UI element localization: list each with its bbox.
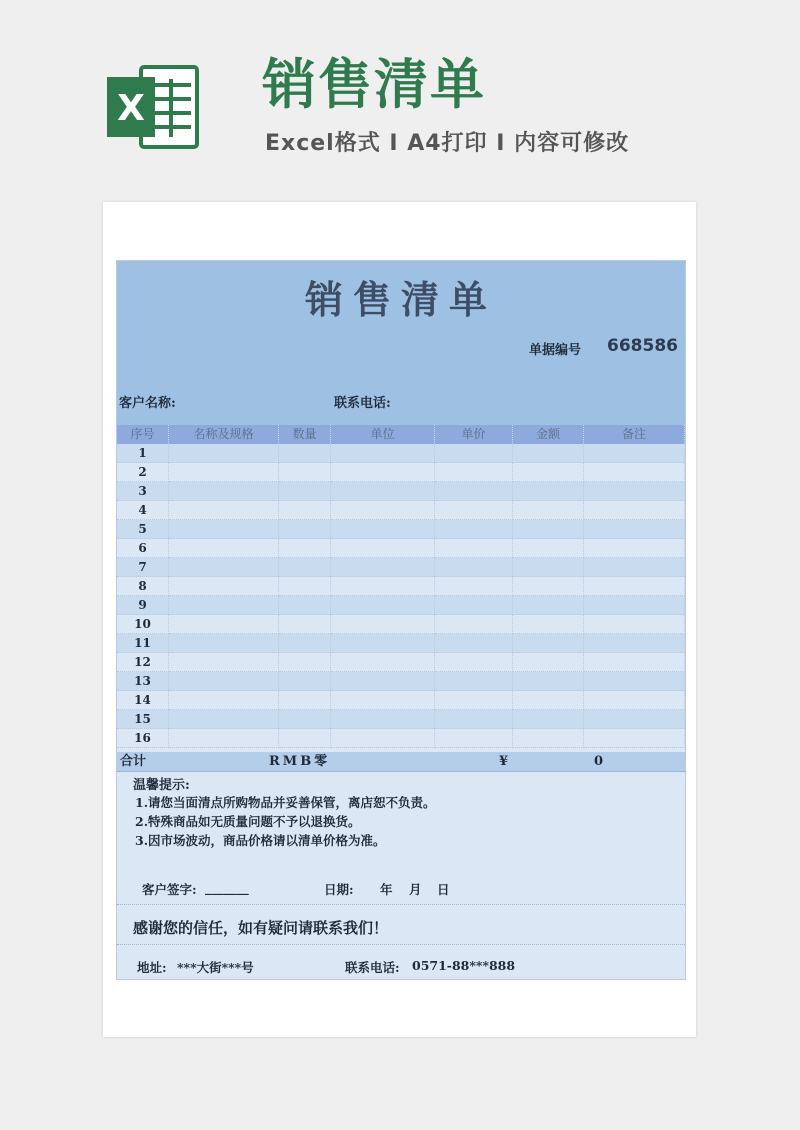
table-cell[interactable] (584, 596, 685, 615)
row-number-cell: 8 (117, 577, 169, 596)
table-cell[interactable] (584, 444, 685, 463)
notes-title: 温馨提示: (133, 778, 190, 793)
table-cell[interactable] (279, 558, 331, 577)
table-row (117, 558, 685, 577)
table-cell[interactable] (513, 463, 584, 482)
header-cell: 单价 (435, 425, 513, 444)
table-cell[interactable] (435, 691, 513, 710)
table-row (117, 710, 685, 729)
table-cell[interactable] (331, 672, 435, 691)
table-cell[interactable] (435, 596, 513, 615)
table-cell[interactable] (279, 463, 331, 482)
table-cell[interactable] (169, 539, 279, 558)
rmb-label: RMB零 (269, 754, 331, 769)
excel-logo-icon (103, 57, 203, 157)
table-cell[interactable] (584, 539, 685, 558)
table-cell[interactable] (513, 729, 584, 748)
table-cell[interactable] (435, 463, 513, 482)
table-cell[interactable] (331, 482, 435, 501)
table-cell[interactable] (584, 634, 685, 653)
table-cell[interactable] (169, 501, 279, 520)
row-number-cell: 5 (117, 520, 169, 539)
address-value: ***大街***号 (177, 960, 254, 975)
table-cell[interactable] (279, 482, 331, 501)
note-item: 1.请您当面清点所购物品并妥善保管，离店恕不负责。 (135, 795, 436, 810)
table-cell[interactable] (169, 710, 279, 729)
row-number-cell: 7 (117, 558, 169, 577)
table-cell[interactable] (513, 520, 584, 539)
table-row (117, 520, 685, 539)
yen-symbol: ¥ (499, 754, 509, 769)
divider (117, 904, 685, 905)
table-cell[interactable] (435, 729, 513, 748)
row-number-cell: 16 (117, 729, 169, 748)
table-row (117, 634, 685, 653)
doc-number-value: 668586 (607, 336, 678, 356)
table-cell[interactable] (279, 539, 331, 558)
table-cell[interactable] (279, 691, 331, 710)
total-row (117, 752, 685, 772)
table-cell[interactable] (584, 710, 685, 729)
row-number-cell: 3 (117, 482, 169, 501)
table-cell[interactable] (169, 653, 279, 672)
table-cell[interactable] (584, 463, 685, 482)
table-cell[interactable] (331, 558, 435, 577)
table-cell[interactable] (279, 653, 331, 672)
table-cell[interactable] (279, 710, 331, 729)
date-label: 日期: (324, 882, 354, 897)
table-row (117, 444, 685, 463)
table-cell[interactable] (279, 634, 331, 653)
table-row (117, 463, 685, 482)
row-number-cell: 14 (117, 691, 169, 710)
table-cell[interactable] (513, 710, 584, 729)
signature-label: 客户签字: (142, 882, 197, 897)
table-cell[interactable] (331, 444, 435, 463)
table-cell[interactable] (331, 615, 435, 634)
contact-phone-label: 联系电话: (334, 396, 391, 411)
header-cell: 序号 (117, 425, 169, 444)
table-row (117, 577, 685, 596)
table-cell[interactable] (513, 558, 584, 577)
table-cell[interactable] (331, 463, 435, 482)
row-number-cell: 12 (117, 653, 169, 672)
table-cell[interactable] (279, 729, 331, 748)
table-cell[interactable] (435, 482, 513, 501)
table-cell[interactable] (584, 577, 685, 596)
table-cell[interactable] (331, 501, 435, 520)
table-row (117, 596, 685, 615)
table-cell[interactable] (435, 710, 513, 729)
sales-sheet (116, 260, 686, 980)
thanks-message: 感谢您的信任，如有疑问请联系我们！ (133, 919, 389, 937)
table-row (117, 615, 685, 634)
table-cell[interactable] (513, 615, 584, 634)
footer-phone-label: 联系电话: (345, 960, 400, 975)
table-cell[interactable] (513, 482, 584, 501)
document-title: 销售清单 (304, 277, 497, 322)
signature-blank[interactable]: _______ (205, 880, 249, 895)
table-cell[interactable] (584, 729, 685, 748)
table-cell[interactable] (584, 691, 685, 710)
table-cell[interactable] (279, 577, 331, 596)
table-cell[interactable] (435, 634, 513, 653)
row-number-cell: 11 (117, 634, 169, 653)
header-cell: 数量 (279, 425, 331, 444)
table-body (117, 444, 685, 748)
table-cell[interactable] (279, 501, 331, 520)
row-number-cell: 9 (117, 596, 169, 615)
table-cell[interactable] (169, 596, 279, 615)
table-cell[interactable] (513, 596, 584, 615)
table-cell[interactable] (435, 501, 513, 520)
table-cell[interactable] (169, 634, 279, 653)
date-day: 日 (437, 882, 450, 897)
table-cell[interactable] (435, 539, 513, 558)
footer-phone-value: 0571-88***888 (412, 958, 516, 973)
table-cell[interactable] (435, 653, 513, 672)
table-cell[interactable] (513, 444, 584, 463)
table-cell[interactable] (279, 672, 331, 691)
sheet-header (117, 261, 685, 425)
date-month: 月 (409, 882, 422, 897)
table-cell[interactable] (513, 653, 584, 672)
excel-logo-letter: X (117, 88, 145, 129)
table-row (117, 672, 685, 691)
table-cell[interactable] (169, 577, 279, 596)
table-row (117, 691, 685, 710)
table-cell[interactable] (331, 577, 435, 596)
table-cell[interactable] (513, 577, 584, 596)
table-cell[interactable] (169, 482, 279, 501)
table-cell[interactable] (513, 501, 584, 520)
table-cell[interactable] (169, 444, 279, 463)
table-cell[interactable] (513, 539, 584, 558)
table-cell[interactable] (584, 482, 685, 501)
table-cell[interactable] (435, 558, 513, 577)
doc-number-label: 单据编号 (529, 343, 582, 358)
table-cell[interactable] (331, 596, 435, 615)
table-cell[interactable] (169, 520, 279, 539)
table-cell[interactable] (331, 691, 435, 710)
table-row (117, 482, 685, 501)
table-cell[interactable] (513, 634, 584, 653)
header-cell: 备注 (584, 425, 685, 444)
table-cell[interactable] (169, 463, 279, 482)
table-cell[interactable] (169, 615, 279, 634)
row-number-cell: 10 (117, 615, 169, 634)
divider (117, 944, 685, 945)
row-number-cell: 13 (117, 672, 169, 691)
table-cell[interactable] (331, 520, 435, 539)
table-cell[interactable] (169, 729, 279, 748)
table-row (117, 653, 685, 672)
table-cell[interactable] (435, 520, 513, 539)
table-header (117, 425, 685, 444)
table-cell[interactable] (435, 577, 513, 596)
address-label: 地址: (137, 960, 167, 975)
table-cell[interactable] (331, 653, 435, 672)
table-row (117, 539, 685, 558)
row-number-cell: 4 (117, 501, 169, 520)
table-cell[interactable] (513, 672, 584, 691)
row-number-cell: 15 (117, 710, 169, 729)
table-row (117, 501, 685, 520)
row-number-cell: 6 (117, 539, 169, 558)
table-cell[interactable] (584, 672, 685, 691)
total-amount: 0 (594, 754, 604, 769)
customer-name-label: 客户名称: (119, 396, 176, 411)
banner-subtitle: Excel格式 I A4打印 I 内容可修改 (265, 131, 630, 156)
table-cell[interactable] (435, 615, 513, 634)
table-cell[interactable] (584, 615, 685, 634)
table-cell[interactable] (331, 634, 435, 653)
table-cell[interactable] (584, 520, 685, 539)
table-cell[interactable] (279, 444, 331, 463)
date-year: 年 (380, 882, 393, 897)
table-cell[interactable] (584, 501, 685, 520)
row-number-cell: 1 (117, 444, 169, 463)
header-cell: 单位 (331, 425, 435, 444)
table-cell[interactable] (331, 539, 435, 558)
header-cell: 名称及规格 (169, 425, 279, 444)
table-cell[interactable] (169, 558, 279, 577)
total-label: 合计 (120, 754, 147, 769)
table-cell[interactable] (331, 729, 435, 748)
row-number-cell: 2 (117, 463, 169, 482)
table-cell[interactable] (279, 615, 331, 634)
table-cell[interactable] (435, 672, 513, 691)
table-cell[interactable] (169, 691, 279, 710)
table-cell[interactable] (331, 710, 435, 729)
note-item: 2.特殊商品如无质量问题不予以退换货。 (135, 814, 361, 829)
table-cell[interactable] (584, 558, 685, 577)
table-cell[interactable] (279, 596, 331, 615)
banner-title: 销售清单 (262, 53, 486, 116)
header-cell: 金额 (513, 425, 584, 444)
table-cell[interactable] (584, 653, 685, 672)
table-row (117, 729, 685, 748)
note-item: 3.因市场波动，商品价格请以清单价格为准。 (135, 833, 386, 848)
table-cell[interactable] (169, 672, 279, 691)
table-cell[interactable] (279, 520, 331, 539)
table-cell[interactable] (435, 444, 513, 463)
table-cell[interactable] (513, 691, 584, 710)
